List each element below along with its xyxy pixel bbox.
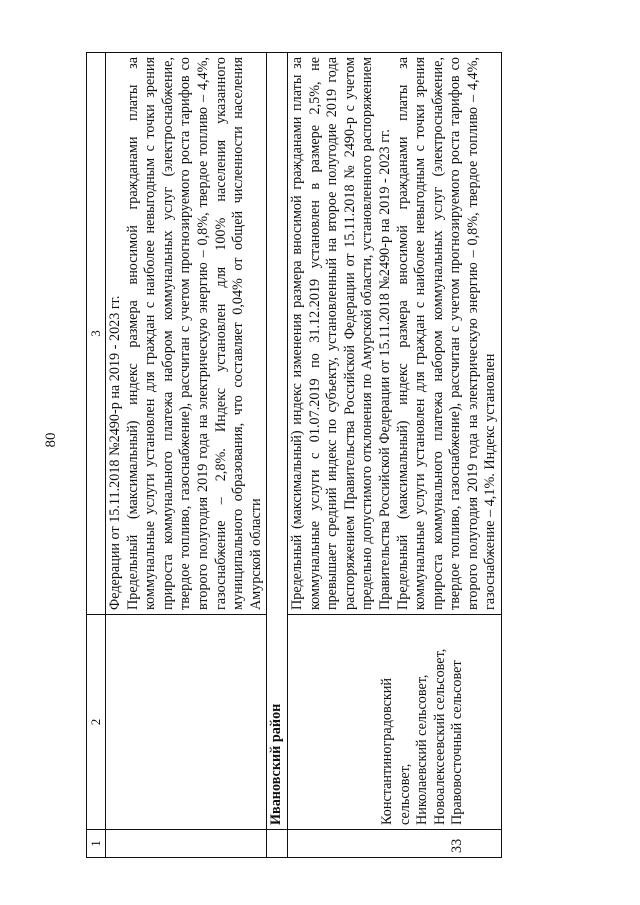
- municipality-name: Николаевский сельсовет,: [414, 674, 431, 825]
- cell-description: [106, 53, 267, 615]
- page-number: 80: [43, 432, 59, 448]
- cell-municipality-list: [287, 615, 501, 830]
- description-paragraph: Федерации от 15.11.2018 №2490-р на 2019 - 2023 гг.: [107, 295, 123, 610]
- section-row: [267, 53, 288, 858]
- header-col-3: 3: [87, 53, 106, 615]
- table-row-continued: [106, 53, 267, 858]
- rotated-page-content: [86, 53, 626, 858]
- cell-description: [287, 53, 501, 615]
- table-row-33: [287, 53, 501, 858]
- header-col-1: 1: [87, 830, 106, 858]
- description-paragraph: Предельный (максимальный) индекс размера вносимой гражданами платы за коммунальные услуги установлен для граждан с наиболее невыгодным с точки зрения прироста коммунального платежа набором коммунальных услуг (электроснабжение, твердое топливо, газоснабжение), рассчитан с учетом прогнозируемого роста тарифов со второго полугодия 2019 года на электрическую энергию – 0,8%, твердое топливо – 4,4%, газоснабжение – 2,8%. Индекс установлен для 100% населения указанного муниципального образования, что составляет 0,04% от общей численности населения Амурской области: [124, 57, 264, 610]
- cell-number: [106, 830, 267, 858]
- municipality-name: Новоалексеевский сельсовет,: [431, 648, 448, 825]
- section-title: Ивановский район: [267, 53, 288, 830]
- cell-municipality: [106, 615, 267, 830]
- municipality-name: Правовосточный сельсовет: [449, 660, 466, 825]
- section-empty-cell: [267, 830, 288, 858]
- municipality-name: Константиноградовский сельсовет,: [379, 678, 413, 825]
- tariff-table: [86, 52, 502, 858]
- description-paragraph: Предельный (максимальный) индекс изменения размера вносимой гражданами платы за коммунальные услуги с 01.07.2019 по 31.12.2019 установлен в размере 2,5%, не превышает средний индекс по субъекту, установленный на второе полугодие 2019 года распоряжением Правительства Российской Федерации от 15.11.2018 № 2490-р с учетом предельно допустимого отклонения по Амурской области, установленного распоряжением Правительства Российской Федерации от 15.11.2018 №2490-р на 2019 - 2023 гг.: [288, 57, 393, 610]
- row-number: 33: [287, 830, 501, 858]
- table-header-row: [87, 53, 106, 858]
- header-col-2: 2: [87, 615, 106, 830]
- description-paragraph: Предельный (максимальный) индекс размера вносимой гражданами платы за коммунальные услуги установлен для граждан с наиболее невыгодным с точки зрения прироста коммунального платежа набором коммунальных услуг (электроснабжение, твердое топливо, газоснабжение), рассчитан с учетом прогнозируемого роста тарифов со второго полугодия 2019 года на электрическую энергию – 0,8%, твердое топливо – 4,4%, газоснабжение – 4,1%. Индекс установлен: [394, 57, 499, 610]
